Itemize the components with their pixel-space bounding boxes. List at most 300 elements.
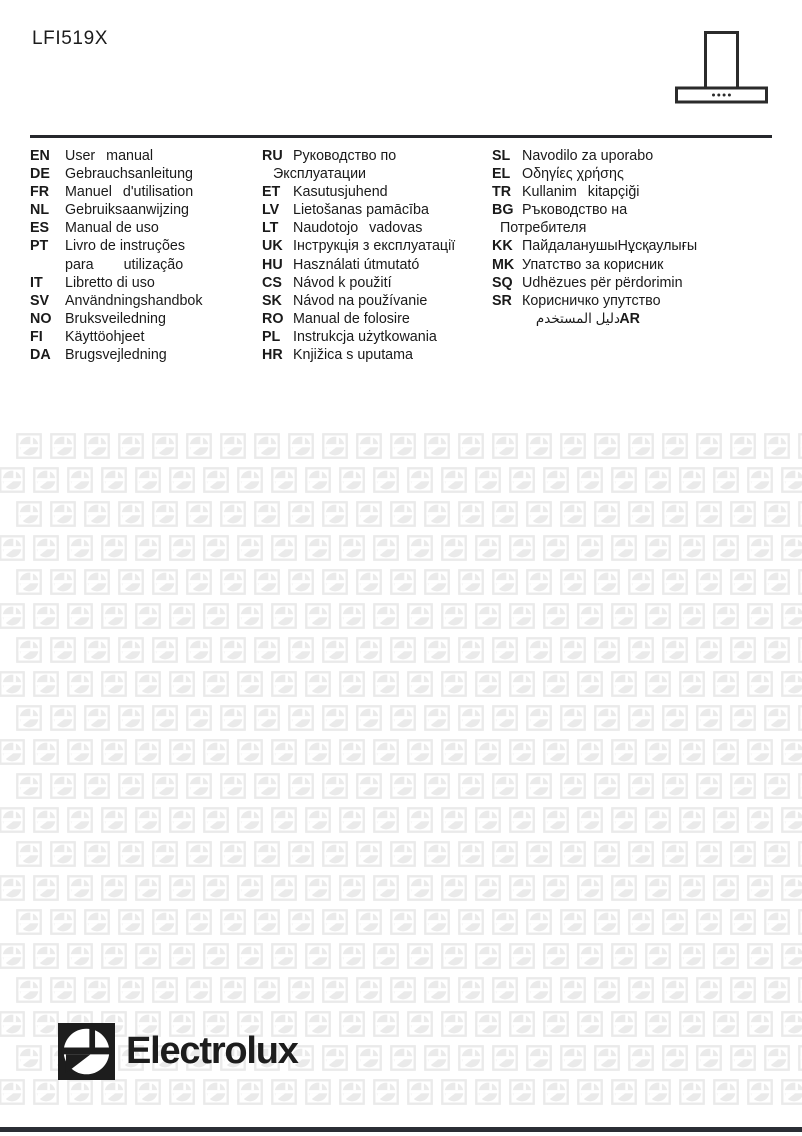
electrolux-symbol-icon <box>118 569 144 595</box>
electrolux-symbol-icon <box>781 875 802 901</box>
lang-de <box>30 165 262 183</box>
electrolux-symbol-icon <box>169 807 195 833</box>
electrolux-symbol-icon <box>560 705 586 731</box>
electrolux-symbol-icon <box>50 637 76 663</box>
electrolux-symbol-icon <box>373 603 399 629</box>
electrolux-symbol-icon <box>679 943 705 969</box>
lang-code: NO <box>30 310 52 327</box>
electrolux-symbol-icon <box>509 1079 535 1105</box>
electrolux-symbol-icon <box>611 603 637 629</box>
electrolux-symbol-icon <box>509 1011 535 1037</box>
electrolux-symbol-icon <box>373 671 399 697</box>
lang-title: Корисничко упутство <box>522 292 661 309</box>
electrolux-symbol-icon <box>169 467 195 493</box>
lang-code: DE <box>30 166 50 183</box>
electrolux-symbol-icon <box>220 841 246 867</box>
electrolux-symbol-icon <box>322 433 348 459</box>
electrolux-symbol-icon <box>169 943 195 969</box>
electrolux-symbol-icon <box>288 569 314 595</box>
electrolux-symbol-icon <box>662 637 688 663</box>
electrolux-symbol-icon <box>424 501 450 527</box>
electrolux-symbol-icon <box>696 433 722 459</box>
lang-code: HR <box>262 347 283 364</box>
electrolux-symbol-icon <box>509 875 535 901</box>
electrolux-symbol-icon <box>322 909 348 935</box>
electrolux-symbol-icon <box>475 739 501 765</box>
electrolux-symbol-icon <box>84 569 110 595</box>
electrolux-symbol-icon <box>288 773 314 799</box>
electrolux-symbol-icon <box>492 637 518 663</box>
electrolux-symbol-icon <box>101 807 127 833</box>
lang-title: Эксплуатации <box>273 166 367 183</box>
electrolux-symbol-icon <box>526 909 552 935</box>
electrolux-symbol-icon <box>798 637 802 663</box>
lang-title: Käyttöohjeet <box>65 328 145 345</box>
lang-fr <box>30 183 262 201</box>
electrolux-symbol-icon <box>288 841 314 867</box>
electrolux-symbol-icon <box>441 1011 467 1037</box>
electrolux-symbol-icon <box>16 637 42 663</box>
electrolux-symbol-icon <box>662 841 688 867</box>
electrolux-symbol-icon <box>662 569 688 595</box>
electrolux-symbol-icon <box>339 603 365 629</box>
electrolux-symbol-icon <box>441 739 467 765</box>
electrolux-symbol-icon <box>577 467 603 493</box>
electrolux-symbol-icon <box>628 773 654 799</box>
electrolux-symbol-icon <box>356 909 382 935</box>
electrolux-symbol-icon <box>33 943 59 969</box>
electrolux-symbol-icon <box>730 773 756 799</box>
electrolux-symbol-icon <box>594 433 620 459</box>
electrolux-symbol-icon <box>118 705 144 731</box>
electrolux-symbol-icon <box>543 807 569 833</box>
electrolux-symbol-icon <box>543 739 569 765</box>
electrolux-symbol-icon <box>543 1011 569 1037</box>
electrolux-symbol-icon <box>356 977 382 1003</box>
lang-el <box>492 165 780 183</box>
electrolux-symbol-icon <box>713 739 739 765</box>
electrolux-symbol-icon <box>339 671 365 697</box>
electrolux-symbol-icon <box>747 875 773 901</box>
electrolux-symbol-icon <box>543 535 569 561</box>
electrolux-symbol-icon <box>662 705 688 731</box>
electrolux-symbol-icon <box>662 501 688 527</box>
lang-code: FI <box>30 328 43 345</box>
electrolux-symbol-icon <box>186 773 212 799</box>
electrolux-symbol-icon <box>203 739 229 765</box>
electrolux-symbol-icon <box>645 603 671 629</box>
electrolux-symbol-icon <box>169 671 195 697</box>
electrolux-symbol-icon <box>373 807 399 833</box>
electrolux-symbol-icon <box>305 535 331 561</box>
electrolux-symbol-icon <box>594 773 620 799</box>
electrolux-symbol-icon <box>16 977 42 1003</box>
electrolux-symbol-icon <box>645 807 671 833</box>
electrolux-symbol-icon <box>135 1079 161 1105</box>
electrolux-symbol-icon <box>713 535 739 561</box>
electrolux-symbol-icon <box>611 1011 637 1037</box>
bottom-bar <box>0 1127 802 1132</box>
electrolux-symbol-icon <box>169 535 195 561</box>
lang-es <box>30 219 262 237</box>
footer-logo <box>58 1023 298 1080</box>
electrolux-symbol-icon <box>84 977 110 1003</box>
electrolux-symbol-icon <box>424 433 450 459</box>
electrolux-symbol-icon <box>730 569 756 595</box>
electrolux-symbol-icon <box>526 773 552 799</box>
electrolux-symbol-icon <box>696 501 722 527</box>
electrolux-symbol-icon <box>645 467 671 493</box>
electrolux-symbol-icon <box>560 909 586 935</box>
lang-code: ET <box>262 184 281 201</box>
lang-title: Gebrauchsanleitung <box>65 166 193 183</box>
electrolux-symbol-icon <box>441 807 467 833</box>
electrolux-symbol-icon <box>322 773 348 799</box>
electrolux-symbol-icon <box>288 909 314 935</box>
electrolux-symbol-icon <box>101 671 127 697</box>
electrolux-symbol-icon <box>305 807 331 833</box>
electrolux-symbol-icon <box>407 535 433 561</box>
electrolux-symbol-icon <box>169 739 195 765</box>
electrolux-symbol-icon <box>237 467 263 493</box>
lang-sl <box>492 147 780 165</box>
electrolux-symbol-icon <box>305 1011 331 1037</box>
electrolux-symbol-icon <box>101 467 127 493</box>
electrolux-symbol-icon <box>628 637 654 663</box>
electrolux-symbol-icon <box>271 603 297 629</box>
electrolux-symbol-icon <box>713 603 739 629</box>
electrolux-symbol-icon <box>475 467 501 493</box>
electrolux-symbol-icon <box>254 433 280 459</box>
electrolux-symbol-icon <box>747 603 773 629</box>
electrolux-symbol-icon <box>203 807 229 833</box>
electrolux-symbol-icon <box>67 467 93 493</box>
electrolux-symbol-icon <box>84 841 110 867</box>
electrolux-symbol-icon <box>611 807 637 833</box>
electrolux-symbol-icon <box>322 705 348 731</box>
lang-bg <box>492 201 780 219</box>
electrolux-symbol-icon <box>543 1079 569 1105</box>
electrolux-symbol-icon <box>628 501 654 527</box>
electrolux-symbol-icon <box>764 977 790 1003</box>
electrolux-symbol-icon <box>713 807 739 833</box>
electrolux-symbol-icon <box>101 875 127 901</box>
electrolux-symbol-icon <box>458 773 484 799</box>
lang-title: Livro de instruções <box>65 238 185 255</box>
electrolux-symbol-icon <box>33 603 59 629</box>
lang-code: SL <box>492 148 511 164</box>
lang-code: RU <box>262 148 283 164</box>
electrolux-symbol-icon <box>118 433 144 459</box>
electrolux-symbol-icon <box>526 1045 552 1071</box>
electrolux-symbol-icon <box>730 637 756 663</box>
electrolux-symbol-icon <box>662 909 688 935</box>
electrolux-symbol-icon <box>679 467 705 493</box>
electrolux-symbol-icon <box>475 603 501 629</box>
electrolux-symbol-icon <box>271 1079 297 1105</box>
electrolux-symbol-icon <box>50 841 76 867</box>
electrolux-symbol-icon <box>16 569 42 595</box>
electrolux-symbol-icon <box>271 807 297 833</box>
electrolux-symbol-icon <box>424 977 450 1003</box>
electrolux-symbol-icon <box>747 535 773 561</box>
electrolux-symbol-icon <box>747 467 773 493</box>
electrolux-symbol-icon <box>458 433 484 459</box>
electrolux-symbol-icon <box>186 569 212 595</box>
electrolux-symbol-icon <box>16 909 42 935</box>
electrolux-symbol-icon <box>407 739 433 765</box>
electrolux-symbol-icon <box>526 433 552 459</box>
electrolux-symbol-icon <box>203 1079 229 1105</box>
electrolux-symbol-icon <box>356 705 382 731</box>
lang-mk <box>492 256 780 274</box>
electrolux-symbol-icon <box>492 977 518 1003</box>
lang-tr <box>492 183 780 201</box>
electrolux-symbol-icon <box>339 875 365 901</box>
electrolux-symbol-icon <box>135 535 161 561</box>
electrolux-symbol-icon <box>424 773 450 799</box>
electrolux-symbol-icon <box>577 535 603 561</box>
electrolux-symbol-icon <box>611 875 637 901</box>
lang-no <box>30 310 262 328</box>
electrolux-symbol-icon <box>186 637 212 663</box>
electrolux-symbol-icon <box>645 1011 671 1037</box>
electrolux-symbol-icon <box>407 467 433 493</box>
lang-title: Kasutusjuhend <box>293 184 388 201</box>
lang-code: BG <box>492 202 514 219</box>
electrolux-symbol-icon <box>288 501 314 527</box>
electrolux-symbol-icon <box>152 705 178 731</box>
lang-nl <box>30 201 262 219</box>
electrolux-symbol-icon <box>441 603 467 629</box>
lang-code: TR <box>492 184 512 201</box>
electrolux-symbol-icon <box>203 875 229 901</box>
electrolux-symbol-icon <box>220 501 246 527</box>
electrolux-symbol-icon <box>390 501 416 527</box>
electrolux-symbol-icon <box>798 909 802 935</box>
electrolux-symbol-icon <box>84 433 110 459</box>
electrolux-symbol-icon <box>203 671 229 697</box>
electrolux-symbol-icon <box>628 705 654 731</box>
electrolux-symbol-icon <box>33 875 59 901</box>
electrolux-symbol-icon <box>356 433 382 459</box>
electrolux-symbol-icon <box>424 637 450 663</box>
electrolux-symbol-icon <box>390 773 416 799</box>
electrolux-symbol-icon <box>339 535 365 561</box>
model-number: LFI519X <box>32 28 109 49</box>
electrolux-symbol-icon <box>169 603 195 629</box>
electrolux-symbol-icon <box>390 569 416 595</box>
electrolux-symbol-icon <box>118 501 144 527</box>
electrolux-symbol-icon <box>220 773 246 799</box>
electrolux-symbol-icon <box>0 1079 25 1105</box>
electrolux-symbol-icon <box>781 739 802 765</box>
electrolux-symbol-icon <box>254 909 280 935</box>
lang-pl <box>262 328 492 346</box>
lang-title: Οδηγίες χρήσης <box>522 166 624 183</box>
electrolux-symbol-icon <box>458 637 484 663</box>
electrolux-symbol-icon <box>730 501 756 527</box>
electrolux-symbol-icon <box>662 773 688 799</box>
electrolux-symbol-icon <box>305 467 331 493</box>
electrolux-symbol-icon <box>798 569 802 595</box>
electrolux-symbol-icon <box>611 943 637 969</box>
electrolux-symbol-icon <box>798 433 802 459</box>
electrolux-symbol-icon <box>509 671 535 697</box>
electrolux-symbol-icon <box>492 705 518 731</box>
electrolux-symbol-icon <box>237 1079 263 1105</box>
electrolux-symbol-icon <box>781 943 802 969</box>
electrolux-symbol-icon <box>798 1045 802 1071</box>
electrolux-symbol-icon <box>747 739 773 765</box>
electrolux-symbol-icon <box>254 705 280 731</box>
lang-code: AR <box>619 310 640 327</box>
electrolux-symbol-icon <box>254 569 280 595</box>
electrolux-symbol-icon <box>101 603 127 629</box>
electrolux-symbol-icon <box>730 841 756 867</box>
electrolux-symbol-icon <box>458 501 484 527</box>
electrolux-symbol-icon <box>492 773 518 799</box>
lang-code: EL <box>492 166 511 183</box>
lang-title: Lietošanas pamācība <box>293 202 429 219</box>
lang-hu <box>262 256 492 274</box>
electrolux-symbol-icon <box>152 841 178 867</box>
electrolux-symbol-icon <box>322 637 348 663</box>
lang-code: FR <box>30 184 50 201</box>
electrolux-symbol-icon <box>713 1079 739 1105</box>
electrolux-symbol-icon <box>764 773 790 799</box>
electrolux-symbol-icon <box>492 1045 518 1071</box>
lang-title: Libretto di uso <box>65 274 155 291</box>
electrolux-symbol-icon <box>696 569 722 595</box>
electrolux-symbol-icon <box>713 1011 739 1037</box>
electrolux-symbol-icon <box>84 705 110 731</box>
lang-et <box>262 183 492 201</box>
electrolux-symbol-icon <box>509 739 535 765</box>
electrolux-symbol-icon <box>373 943 399 969</box>
lang-ro <box>262 310 492 328</box>
lang-sr <box>492 292 780 310</box>
electrolux-symbol-icon <box>543 671 569 697</box>
electrolux-symbol-icon <box>696 773 722 799</box>
electrolux-symbol-icon <box>441 535 467 561</box>
electrolux-symbol-icon <box>0 671 25 697</box>
electrolux-symbol-icon <box>543 943 569 969</box>
electrolux-symbol-icon <box>441 467 467 493</box>
electrolux-symbol-icon <box>662 977 688 1003</box>
electrolux-symbol-icon <box>118 909 144 935</box>
electrolux-symbol-icon <box>305 603 331 629</box>
electrolux-symbol-icon <box>237 603 263 629</box>
electrolux-symbol-icon <box>526 841 552 867</box>
electrolux-symbol-icon <box>747 671 773 697</box>
electrolux-symbol-icon <box>764 433 790 459</box>
electrolux-symbol-icon <box>84 773 110 799</box>
electrolux-symbol-icon <box>764 501 790 527</box>
electrolux-symbol-icon <box>16 1045 42 1071</box>
electrolux-symbol-icon <box>288 977 314 1003</box>
electrolux-symbol-icon <box>526 501 552 527</box>
electrolux-symbol-icon <box>373 875 399 901</box>
electrolux-symbol-icon <box>543 467 569 493</box>
electrolux-symbol-icon <box>203 603 229 629</box>
electrolux-symbol-icon <box>152 433 178 459</box>
lang-title: para utilização <box>65 256 184 273</box>
electrolux-symbol-icon <box>33 535 59 561</box>
lang-title: ПайдаланушыНұсқаулығы <box>522 238 698 255</box>
electrolux-symbol-icon <box>169 1079 195 1105</box>
electrolux-symbol-icon <box>475 1079 501 1105</box>
electrolux-symbol-icon <box>696 909 722 935</box>
electrolux-symbol-icon <box>203 467 229 493</box>
lang-code: PL <box>262 328 281 345</box>
electrolux-symbol-icon <box>305 671 331 697</box>
electrolux-symbol-icon <box>118 977 144 1003</box>
electrolux-symbol-icon <box>492 569 518 595</box>
electrolux-symbol-icon <box>16 433 42 459</box>
lang-en <box>30 147 262 165</box>
electrolux-symbol-icon <box>254 841 280 867</box>
electrolux-symbol-icon <box>458 841 484 867</box>
lang-title: Manuel d'utilisation <box>65 184 194 201</box>
electrolux-symbol-icon <box>135 807 161 833</box>
lang-cs <box>262 274 492 292</box>
electrolux-symbol-icon <box>594 977 620 1003</box>
electrolux-symbol-icon <box>271 875 297 901</box>
electrolux-symbol-icon <box>628 433 654 459</box>
electrolux-symbol-icon <box>373 739 399 765</box>
lang-code: RO <box>262 310 284 327</box>
electrolux-symbol-icon <box>543 875 569 901</box>
lang-title: Návod k použití <box>293 274 392 291</box>
electrolux-symbol-icon <box>135 739 161 765</box>
electrolux-symbol-icon <box>152 637 178 663</box>
electrolux-symbol-icon <box>679 1011 705 1037</box>
language-column-1 <box>30 147 262 364</box>
electrolux-symbol-icon <box>492 909 518 935</box>
electrolux-symbol-icon <box>543 603 569 629</box>
electrolux-symbol-icon <box>713 671 739 697</box>
lang-code: DA <box>30 347 51 364</box>
electrolux-symbol-icon <box>271 943 297 969</box>
electrolux-symbol-icon <box>560 977 586 1003</box>
electrolux-symbol-icon <box>339 467 365 493</box>
electrolux-symbol-icon <box>0 739 25 765</box>
electrolux-symbol-icon <box>135 943 161 969</box>
electrolux-symbol-icon <box>152 773 178 799</box>
electrolux-symbol-icon <box>390 705 416 731</box>
electrolux-symbol-icon <box>254 977 280 1003</box>
lang-code: PT <box>30 238 49 255</box>
lang-kk <box>492 237 780 255</box>
electrolux-symbol-icon <box>424 1045 450 1071</box>
electrolux-symbol-icon <box>50 501 76 527</box>
language-column-2 <box>262 147 492 364</box>
electrolux-symbol-icon <box>679 875 705 901</box>
electrolux-symbol-icon <box>322 977 348 1003</box>
electrolux-symbol-icon <box>764 1045 790 1071</box>
electrolux-symbol-icon <box>611 535 637 561</box>
electrolux-symbol-icon <box>33 807 59 833</box>
electrolux-symbol-icon <box>509 467 535 493</box>
electrolux-symbol-icon <box>356 841 382 867</box>
electrolux-symbol-icon <box>628 1045 654 1071</box>
electrolux-symbol-icon <box>322 1045 348 1071</box>
electrolux-symbol-icon <box>781 807 802 833</box>
electrolux-symbol-icon <box>509 807 535 833</box>
electrolux-symbol-icon <box>781 467 802 493</box>
electrolux-symbol-icon <box>560 773 586 799</box>
